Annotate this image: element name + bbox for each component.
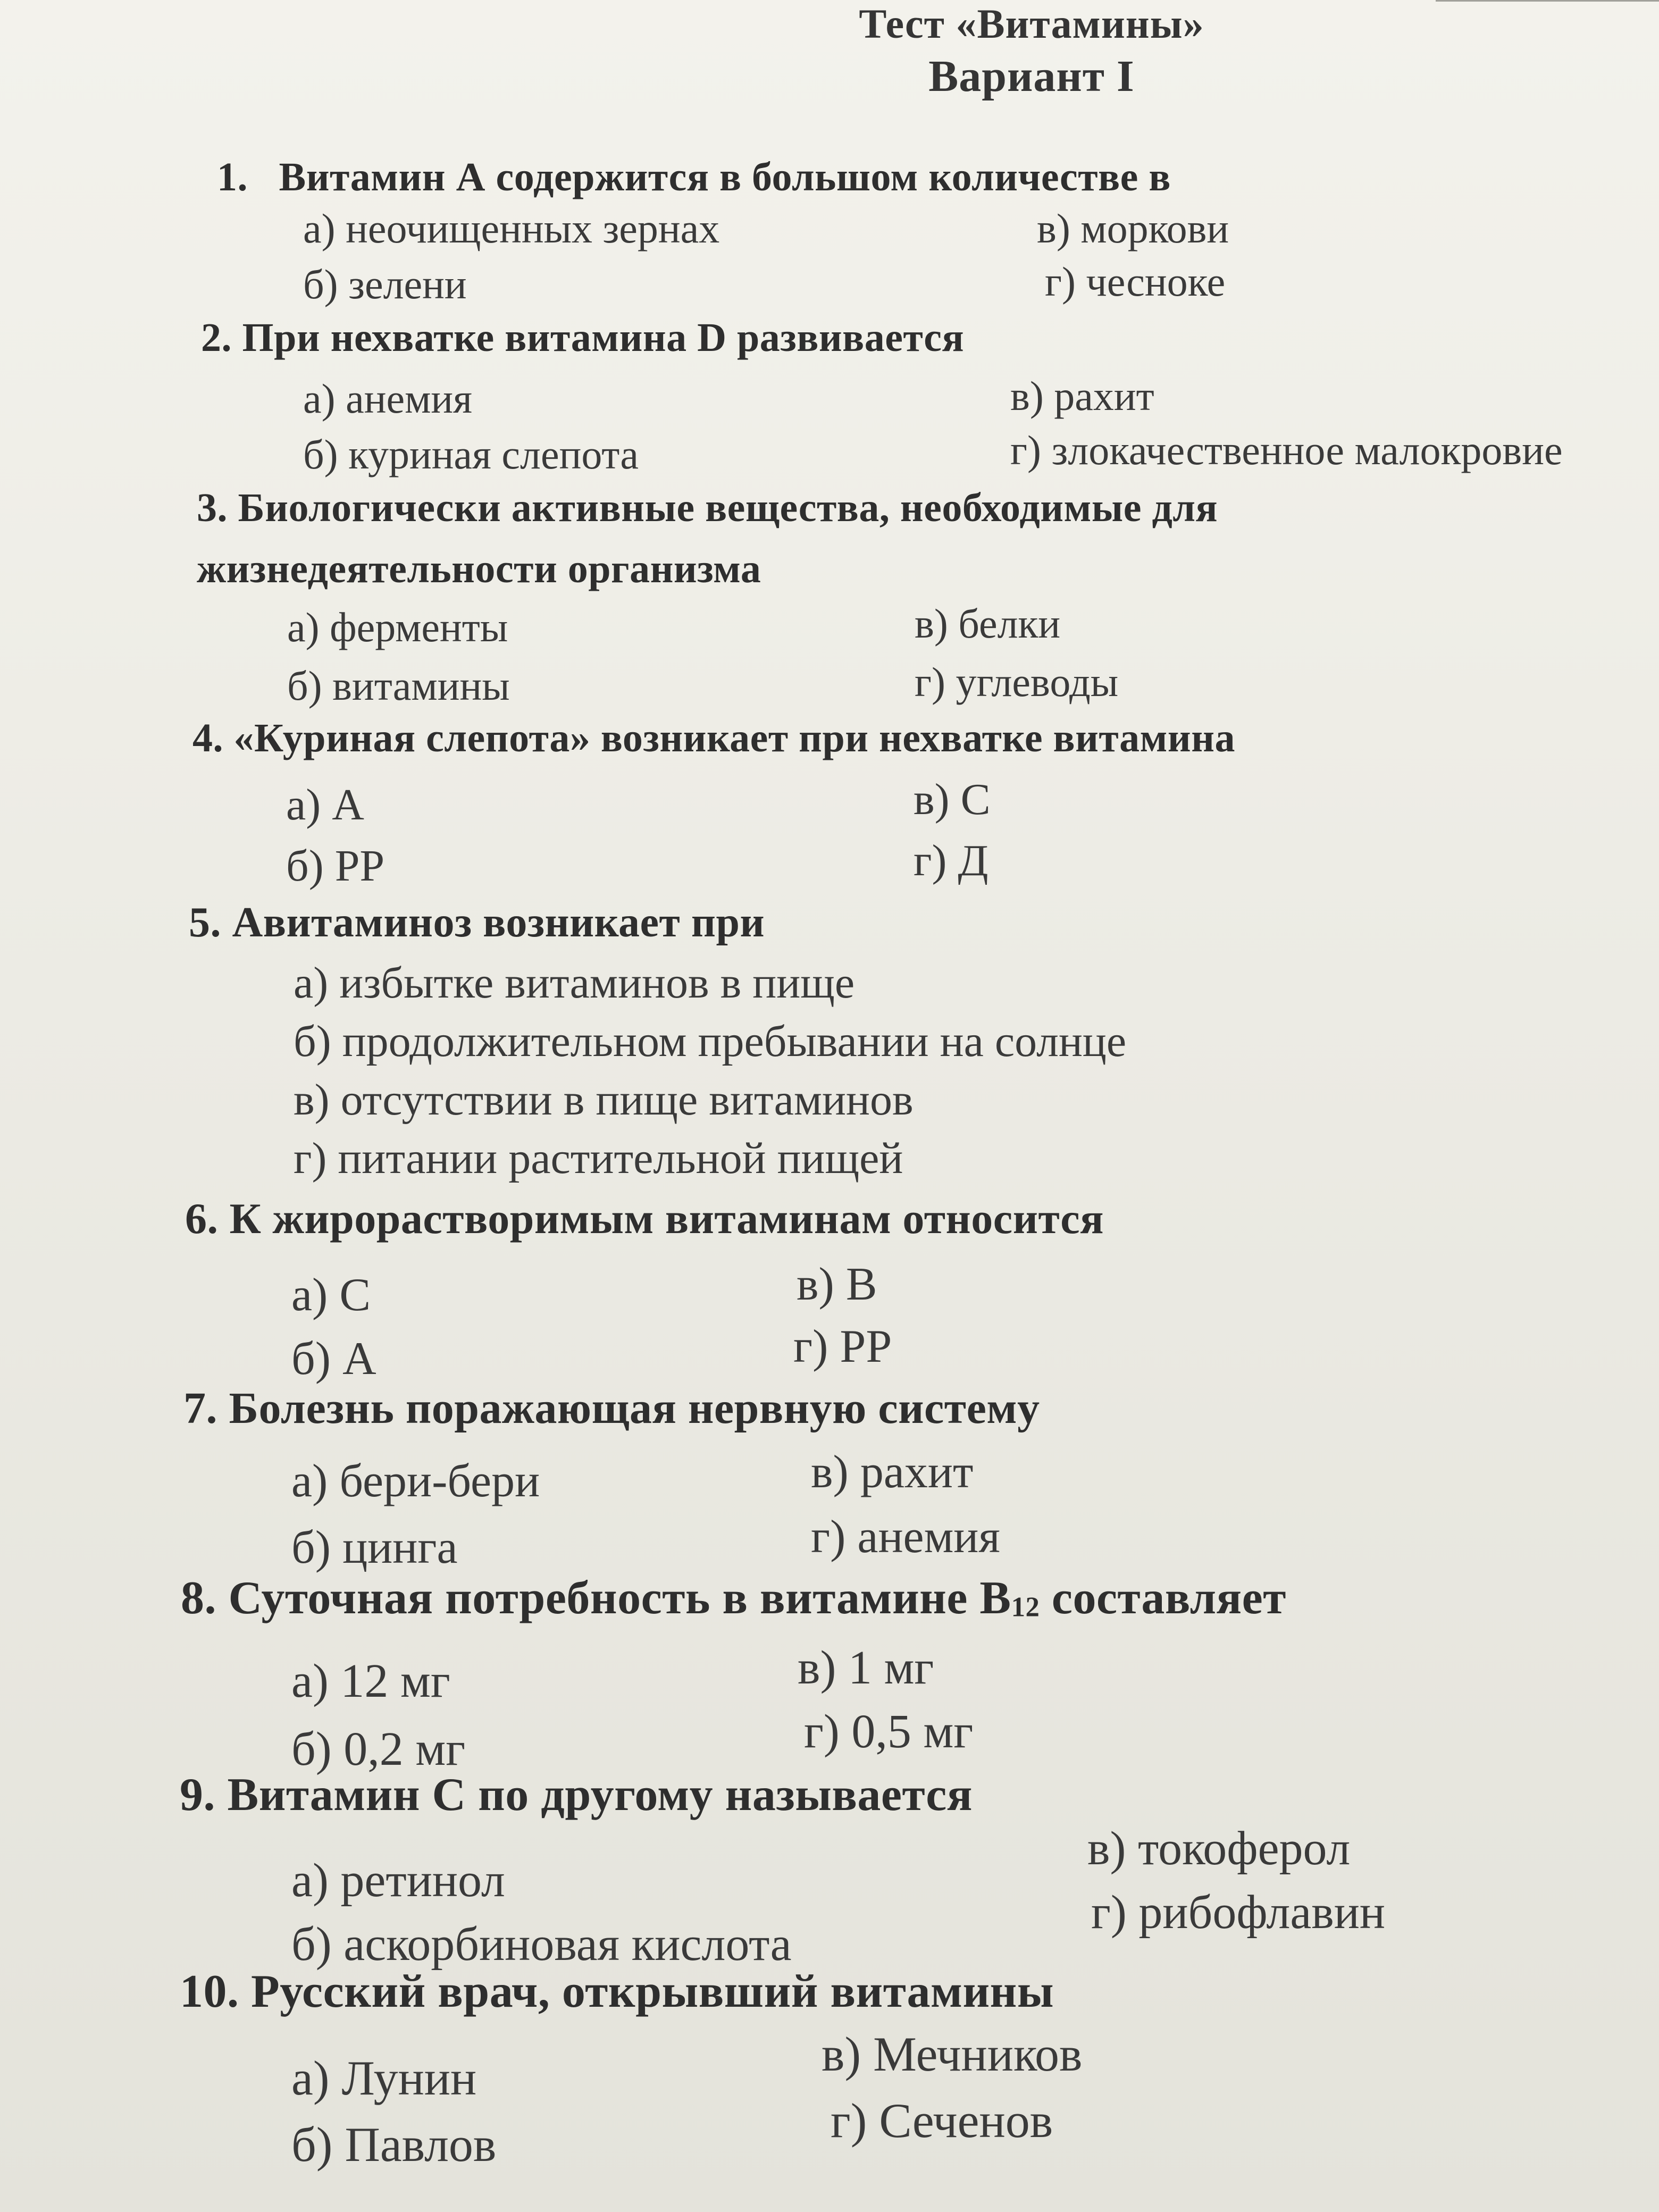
q7-option-a: а) бери-бери — [291, 1455, 540, 1507]
q8-option-v: в) 1 мг — [798, 1641, 934, 1694]
q4-option-b: б) РР — [286, 841, 385, 891]
question-text-line1: Биологически активные вещества, необходимые для — [238, 485, 1218, 530]
q3-option-a: а) ферменты — [287, 604, 508, 650]
question-text-subscript: 12 — [1011, 1591, 1040, 1623]
question-text: Суточная потребность в витамине В — [228, 1572, 1011, 1624]
q1-option-g: г) чесноке — [1045, 258, 1226, 305]
q2-option-b: б) куриная слепота — [303, 431, 639, 477]
question-number: 9. — [180, 1769, 215, 1821]
question-number: 1. — [217, 155, 248, 199]
q9-option-v: в) токоферол — [1087, 1822, 1351, 1875]
question-number: 4. — [192, 716, 223, 760]
question-number: 5. — [189, 899, 221, 946]
question-3 — [197, 485, 1218, 531]
question-5 — [189, 899, 765, 947]
question-number: 6. — [185, 1194, 219, 1243]
question-number: 10. — [180, 1966, 239, 2017]
question-4 — [192, 715, 1235, 761]
question-1 — [217, 154, 1171, 200]
q9-option-a: а) ретинол — [291, 1854, 505, 1907]
q9-option-g: г) рибофлавин — [1091, 1886, 1386, 1939]
q4-option-g: г) Д — [914, 836, 988, 885]
q7-option-b: б) цинга — [291, 1522, 458, 1573]
q7-option-g: г) анемия — [811, 1511, 1000, 1563]
q2-option-v: в) рахит — [1010, 373, 1154, 419]
q3-option-g: г) углеводы — [915, 659, 1119, 705]
q1-option-b: б) зелени — [303, 261, 467, 307]
q2-option-g: г) злокачественное малокровие — [1010, 427, 1563, 473]
q10-option-a: а) Лунин — [291, 2051, 477, 2105]
q1-option-a: а) неочищенных зернах — [303, 205, 720, 252]
question-number: 3. — [197, 485, 228, 530]
question-number: 8. — [181, 1572, 216, 1624]
q8-option-a: а) 12 мг — [291, 1655, 450, 1707]
question-8 — [181, 1571, 1286, 1625]
question-3-continued: жизнедеятельности организма — [197, 547, 761, 591]
q3-option-v: в) белки — [915, 600, 1061, 647]
q5-option-v: в) отсутствии в пище витаминов — [294, 1075, 914, 1125]
question-text: При нехватке витамина D развивается — [242, 315, 965, 360]
question-9 — [180, 1768, 973, 1822]
question-text: Авитаминоз возникает при — [232, 899, 765, 946]
test-variant: Вариант I — [928, 52, 1135, 101]
q6-option-a: а) С — [291, 1269, 371, 1321]
q5-option-a: а) избытке витаминов в пище — [294, 958, 855, 1008]
question-number: 2. — [201, 315, 232, 360]
question-text: Витамин А содержится в большом количестве в — [279, 155, 1171, 199]
q6-option-v: в) В — [797, 1259, 877, 1310]
q5-option-g: г) питании растительной пищей — [294, 1134, 903, 1183]
q6-option-b: б) А — [291, 1333, 376, 1385]
question-text: К жирорастворимым витаминам относится — [229, 1194, 1104, 1243]
q10-option-g: г) Сеченов — [831, 2093, 1053, 2148]
sheet-edge — [1436, 0, 1659, 7]
q10-option-v: в) Мечников — [822, 2027, 1083, 2081]
test-title: Тест «Витамины» — [859, 1, 1204, 47]
q3-option-b: б) витамины — [287, 663, 510, 709]
question-6 — [185, 1194, 1104, 1244]
q8-option-b: б) 0,2 мг — [291, 1723, 466, 1775]
question-text: Болезнь поражающая нервную систему — [229, 1384, 1040, 1433]
q5-option-b: б) продолжительном пребывании на солнце — [294, 1017, 1127, 1066]
question-text: Витамин С по другому называется — [227, 1769, 973, 1821]
question-number: 7. — [183, 1384, 217, 1433]
question-10 — [180, 1965, 1054, 2018]
q9-option-b: б) аскорбиновая кислота — [291, 1918, 792, 1971]
q10-option-b: б) Павлов — [291, 2117, 497, 2172]
question-7 — [183, 1382, 1040, 1434]
question-2 — [201, 315, 964, 361]
q6-option-g: г) РР — [793, 1321, 892, 1372]
q1-option-v: в) моркови — [1037, 205, 1229, 252]
q7-option-v: в) рахит — [811, 1446, 974, 1498]
question-text: «Куриная слепота» возникает при нехватке витамина — [233, 716, 1235, 760]
question-text-end: составляет — [1040, 1572, 1286, 1624]
q2-option-a: а) анемия — [303, 375, 473, 422]
question-text: Русский врач, открывший витамины — [251, 1966, 1054, 2017]
q4-option-v: в) С — [914, 775, 991, 824]
q8-option-g: г) 0,5 мг — [804, 1705, 974, 1758]
q4-option-a: а) А — [286, 780, 364, 830]
